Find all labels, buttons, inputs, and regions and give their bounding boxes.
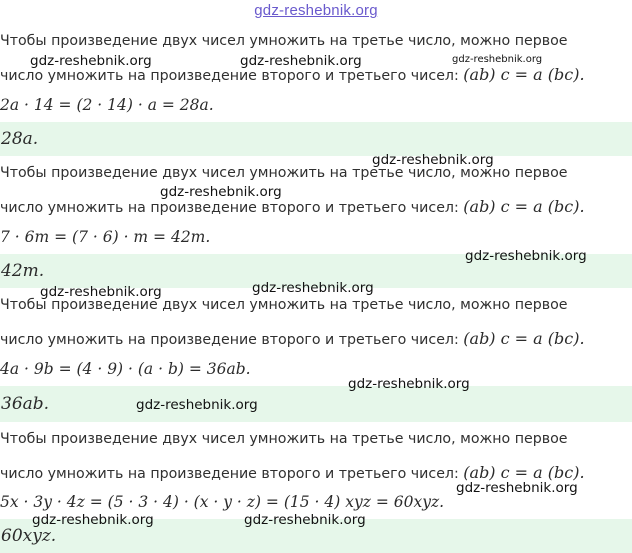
rule-text-line1: Чтобы произведение двух чисел умножить на третье число, можно первое xyxy=(0,431,568,447)
watermark: gdz-reshebnik.org xyxy=(40,284,162,300)
watermark: gdz-reshebnik.org xyxy=(240,53,362,69)
rule-formula: (ab) c = a (bc). xyxy=(463,463,585,482)
answer-4: 60xyz. xyxy=(0,519,632,553)
watermark: gdz-reshebnik.org xyxy=(252,280,374,296)
answer-2: 42m. xyxy=(0,254,632,288)
rule-text: число умножить на произведение второго и третьего чисел: xyxy=(0,332,464,348)
rule-text-line1: Чтобы произведение двух чисел умножить на третье число, можно первое xyxy=(0,165,568,181)
rule-text: число умножить на произведение второго и третьего чисел: xyxy=(0,68,464,84)
equation-4: 5x · 3y · 4z = (5 · 3 · 4) · (x · y · z) = (15 · 4) xyz = 60xyz. xyxy=(0,493,445,511)
watermark: gdz-reshebnik.org xyxy=(465,248,587,264)
rule-formula: (ab) c = a (bc). xyxy=(463,329,585,348)
watermark: gdz-reshebnik.org xyxy=(160,184,282,200)
answer-1: 28a. xyxy=(0,122,632,156)
rule-text-line2 xyxy=(0,197,632,216)
rule-text-line1: Чтобы произведение двух чисел умножить на третье число, можно первое xyxy=(0,297,568,313)
watermark: gdz-reshebnik.org xyxy=(348,376,470,392)
rule-text: число умножить на произведение второго и третьего чисел: xyxy=(0,466,464,482)
watermark: gdz-reshebnik.org xyxy=(456,480,578,496)
site-header-link[interactable]: gdz-reshebnik.org xyxy=(254,2,378,19)
watermark: gdz-reshebnik.org xyxy=(452,54,543,65)
rule-text-line1: Чтобы произведение двух чисел умножить на третье число, можно первое xyxy=(0,33,568,49)
watermark: gdz-reshebnik.org xyxy=(372,152,494,168)
rule-text: число умножить на произведение второго и третьего чисел: xyxy=(0,200,464,216)
equation-3: 4a · 9b = (4 · 9) · (a · b) = 36ab. xyxy=(0,360,251,378)
watermark: gdz-reshebnik.org xyxy=(136,397,258,413)
watermark: gdz-reshebnik.org xyxy=(30,53,152,69)
rule-formula: (ab) c = a (bc). xyxy=(463,197,585,216)
equation-1: 2a · 14 = (2 · 14) · a = 28a. xyxy=(0,96,214,114)
equation-2: 7 · 6m = (7 · 6) · m = 42m. xyxy=(0,228,211,246)
watermark: gdz-reshebnik.org xyxy=(32,512,154,528)
watermark: gdz-reshebnik.org xyxy=(244,512,366,528)
answer-3: 36ab. xyxy=(0,386,632,422)
rule-formula: (ab) c = a (bc). xyxy=(463,65,585,84)
rule-text-line2 xyxy=(0,329,632,348)
